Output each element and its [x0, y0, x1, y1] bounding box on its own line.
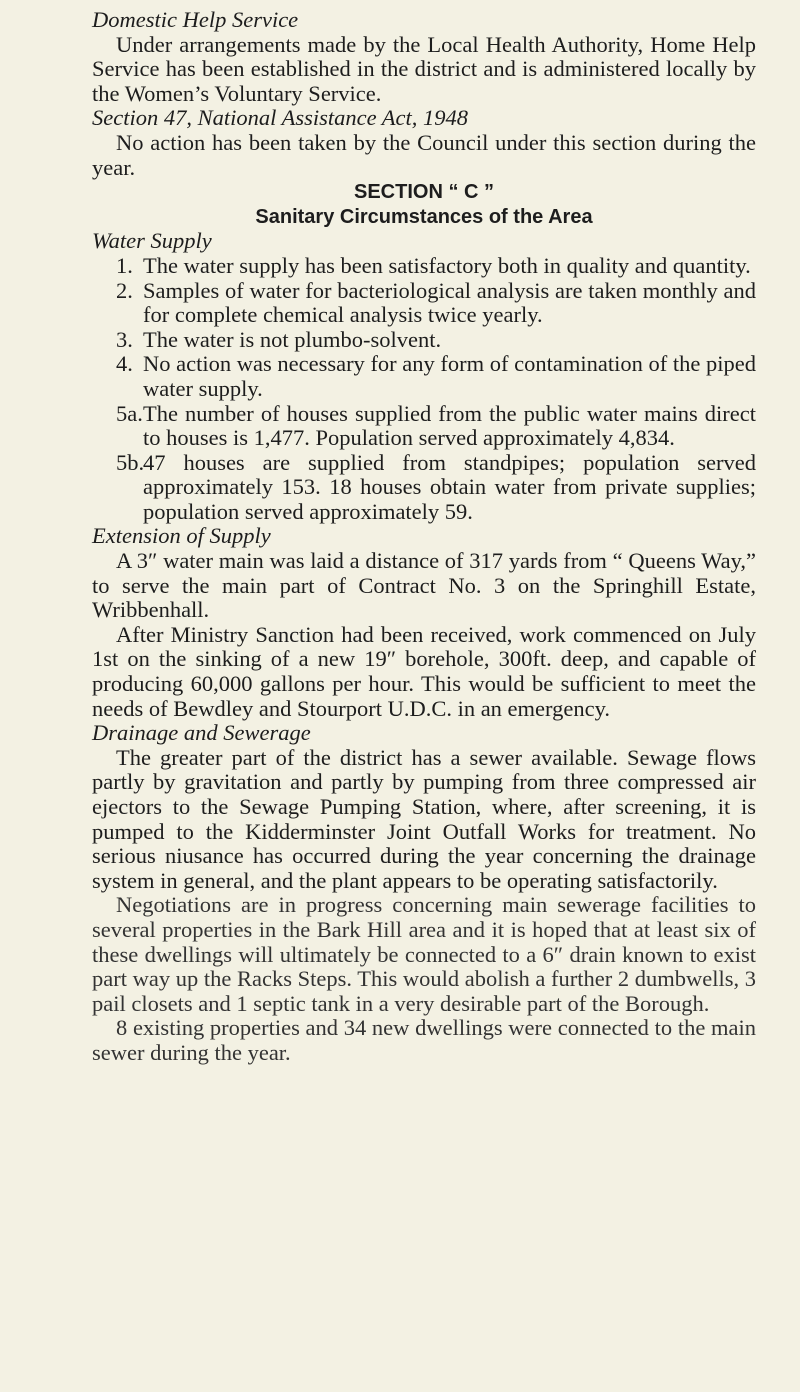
water-supply-list — [92, 254, 756, 525]
paragraph: Negotiations are in progress concerning main sewerage facilities to several properties in the Bark Hill area and it is hoped that at least six of these dwellings will ultimately be connected to a 6″ drain known to exist part way up the Racks Steps. This would abolish a further 2 dumbwells, 3 pail closets and 1 septic tank in a very desirable part of the Borough. — [92, 892, 756, 1016]
list-item — [116, 328, 756, 353]
paragraph: Under arrangements made by the Local Health Authority, Home Help Service has been established in the district and is administered locally by the Women’s Voluntary Service. — [92, 31, 756, 106]
heading-drainage: Drainage and Sewerage — [92, 720, 311, 746]
paragraph: After Ministry Sanction had been received, work commenced on July 1st on the sinking of a new 19″ borehole, 300ft. deep, and capable of producing 60,000 gallons per hour. This would be sufficient to meet the needs of Bewdley and Stourport U.D.C. in an emergency. — [92, 621, 756, 721]
list-item — [116, 254, 756, 279]
item-number: 2. — [116, 277, 133, 303]
list-item — [116, 451, 756, 525]
paragraph: No action has been taken by the Council under this section during the year. — [92, 129, 756, 180]
paragraph: The greater part of the district has a sewer available. Sewage flows partly by gravitation and partly by pumping from three compressed air ejectors to the Sewage Pumping Station, where, after screening, it is pumped to the Kidderminster Joint Outfall Works for treatment. No serious niusance has occurred during the year concerning the drainage system in general, and the plant appears to be operating satisfactorily. — [92, 744, 756, 893]
item-number: 5a. — [116, 400, 143, 426]
item-number: 1. — [116, 252, 133, 278]
section-subtitle: Sanitary Circumstances of the Area — [255, 205, 593, 228]
item-text: 47 houses are supplied from standpipes; population served approximately 153. 18 houses obtain water from private supplies; population served approximately 59. — [143, 449, 756, 524]
item-text: Samples of water for bacteriological analysis are taken monthly and for complete chemical analysis twice yearly. — [143, 277, 756, 328]
item-text: No action was necessary for any form of contamination of the piped water supply. — [143, 351, 756, 401]
item-number: 5b. — [116, 449, 145, 475]
list-item — [116, 402, 756, 451]
heading-section-47: Section 47, National Assistance Act, 1948 — [92, 105, 469, 131]
heading-water-supply: Water Supply — [92, 228, 212, 254]
item-text: The water is not plumbo-solvent. — [143, 326, 442, 352]
item-number: 4. — [116, 351, 133, 377]
document-page — [92, 8, 756, 1066]
item-text: The water supply has been satisfactory both in quality and quantity. — [143, 252, 751, 278]
paragraph: 8 existing properties and 34 new dwellings were connected to the main sewer during the year. — [92, 1015, 756, 1065]
paragraph: A 3″ water main was laid a distance of 317 yards from “ Queens Way,” to serve the main part of Contract No. 3 on the Springhill Estate, Wribbenhall. — [92, 548, 756, 623]
section-title: SECTION “ C ” — [353, 181, 494, 204]
heading-domestic-help: Domestic Help Service — [92, 7, 299, 32]
heading-extension: Extension of Supply — [92, 523, 271, 549]
list-item — [116, 352, 756, 401]
item-text: The number of houses supplied from the public water mains direct to houses is 1,477. Population served approximately 4,834. — [143, 400, 756, 451]
item-number: 3. — [116, 326, 133, 352]
list-item — [116, 279, 756, 328]
